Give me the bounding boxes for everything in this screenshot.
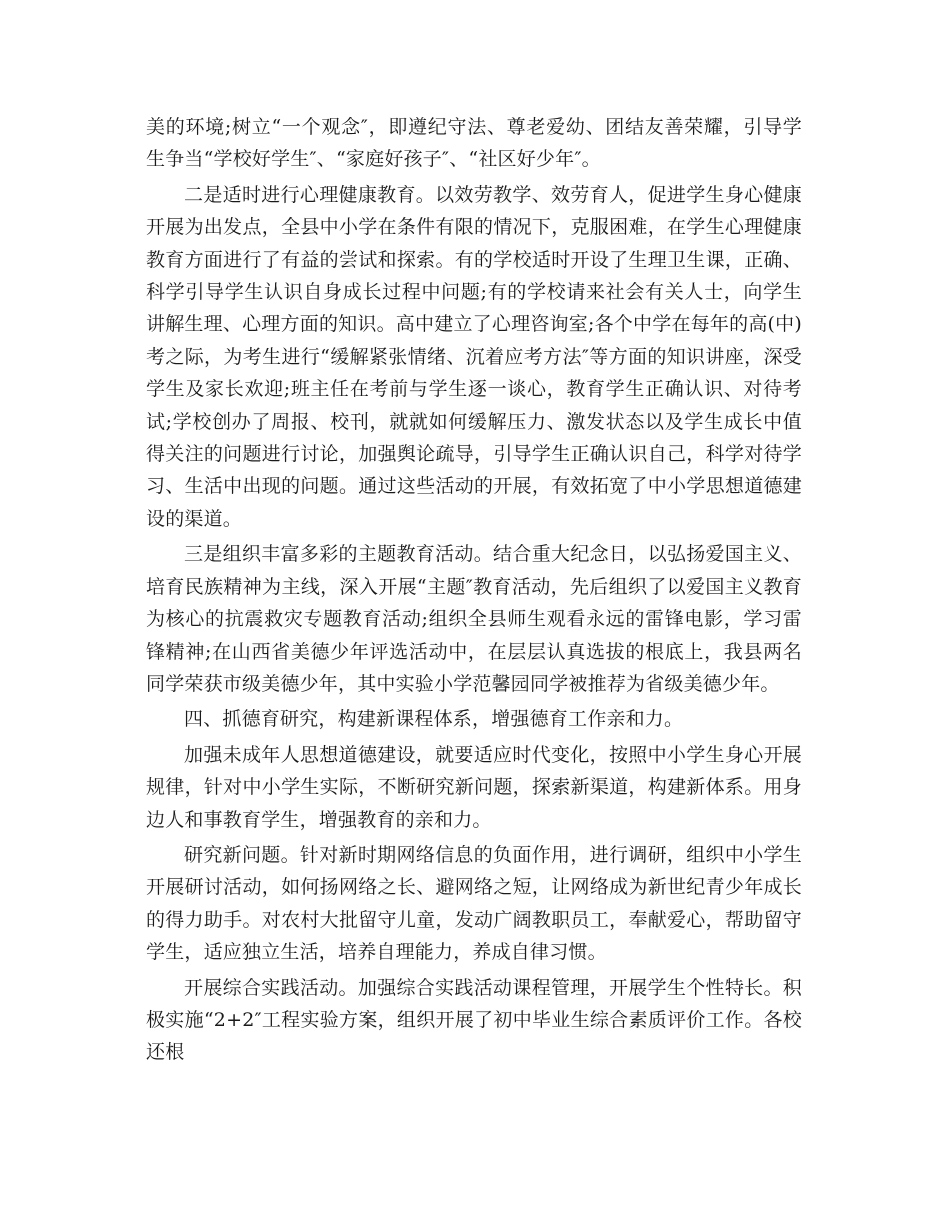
paragraph-7: 开展综合实践活动。加强综合实践活动课程管理，开展学生个性特长。积极实施“2+2″工程实验方案，组织开展了初中毕业生综合素质评价工作。各校还根 bbox=[146, 976, 802, 1064]
paragraph-1: 美的环境;树立“一个观念″，即遵纪守法、尊老爱幼、团结友善荣耀，引导学生争当“学校好学生″、“家庭好孩子″、“社区好少年″。 bbox=[146, 116, 802, 171]
paragraph-5: 加强未成年人思想道德建设，就要适应时代变化，按照中小学生身心开展规律，针对中小学生实际，不断研究新问题，探索新渠道，构建新体系。用身边人和事教育学生，增强教育的亲和力。 bbox=[146, 743, 802, 831]
section-heading-4: 四、抓德育研究，构建新课程体系，增强德育工作亲和力。 bbox=[184, 708, 684, 731]
paragraph-2: 二是适时进行心理健康教育。以效劳教学、效劳育人，促进学生身心健康开展为出发点，全县中小学在条件有限的情况下，克服困难，在学生心理健康教育方面进行了有益的尝试和探索。有的学校适时开设了生理卫生课，正确、科学引导学生认识自身成长过程中问题;有的学校请来社会有关人士，向学生讲解生理、心理方面的知识。高中建立了心理咨询室;各个中学在每年的高(中)考之际，为考生进行“缓解紧张情绪、沉着应考方法″等方面的知识讲座，深受学生及家长欢迎;班主任在考前与学生逐一谈心，教育学生正确认识、对待考试;学校创办了周报、校刊，就就如何缓解压力、激发状态以及学生成长中值得关注的问题进行讨论，加强舆论疏导，引导学生正确认识自己，科学对待学习、生活中出现的问题。通过这些活动的开展，有效拓宽了中小学思想道德建设的渠道。 bbox=[146, 183, 802, 530]
paragraph-3: 三是组织丰富多彩的主题教育活动。结合重大纪念日，以弘扬爱国主义、培育民族精神为主线，深入开展“主题″教育活动，先后组织了以爱国主义教育为核心的抗震救灾专题教育活动;组织全县师生观看永远的雷锋电影，学习雷锋精神;在山西省美德少年评选活动中，在层层认真选拔的根底上，我县两名同学荣获市级美德少年，其中实验小学范馨园同学被推荐为省级美德少年。 bbox=[146, 543, 802, 695]
document-page bbox=[146, 111, 802, 1072]
paragraph-6: 研究新问题。针对新时期网络信息的负面作用，进行调研，组织中小学生开展研讨活动，如何扬网络之长、避网络之短，让网络成为新世纪青少年成长的得力助手。对农村大批留守儿童，发动广阔教职员工，奉献爱心，帮助留守学生，适应独立生活，培养自理能力，养成自律习惯。 bbox=[146, 843, 802, 964]
